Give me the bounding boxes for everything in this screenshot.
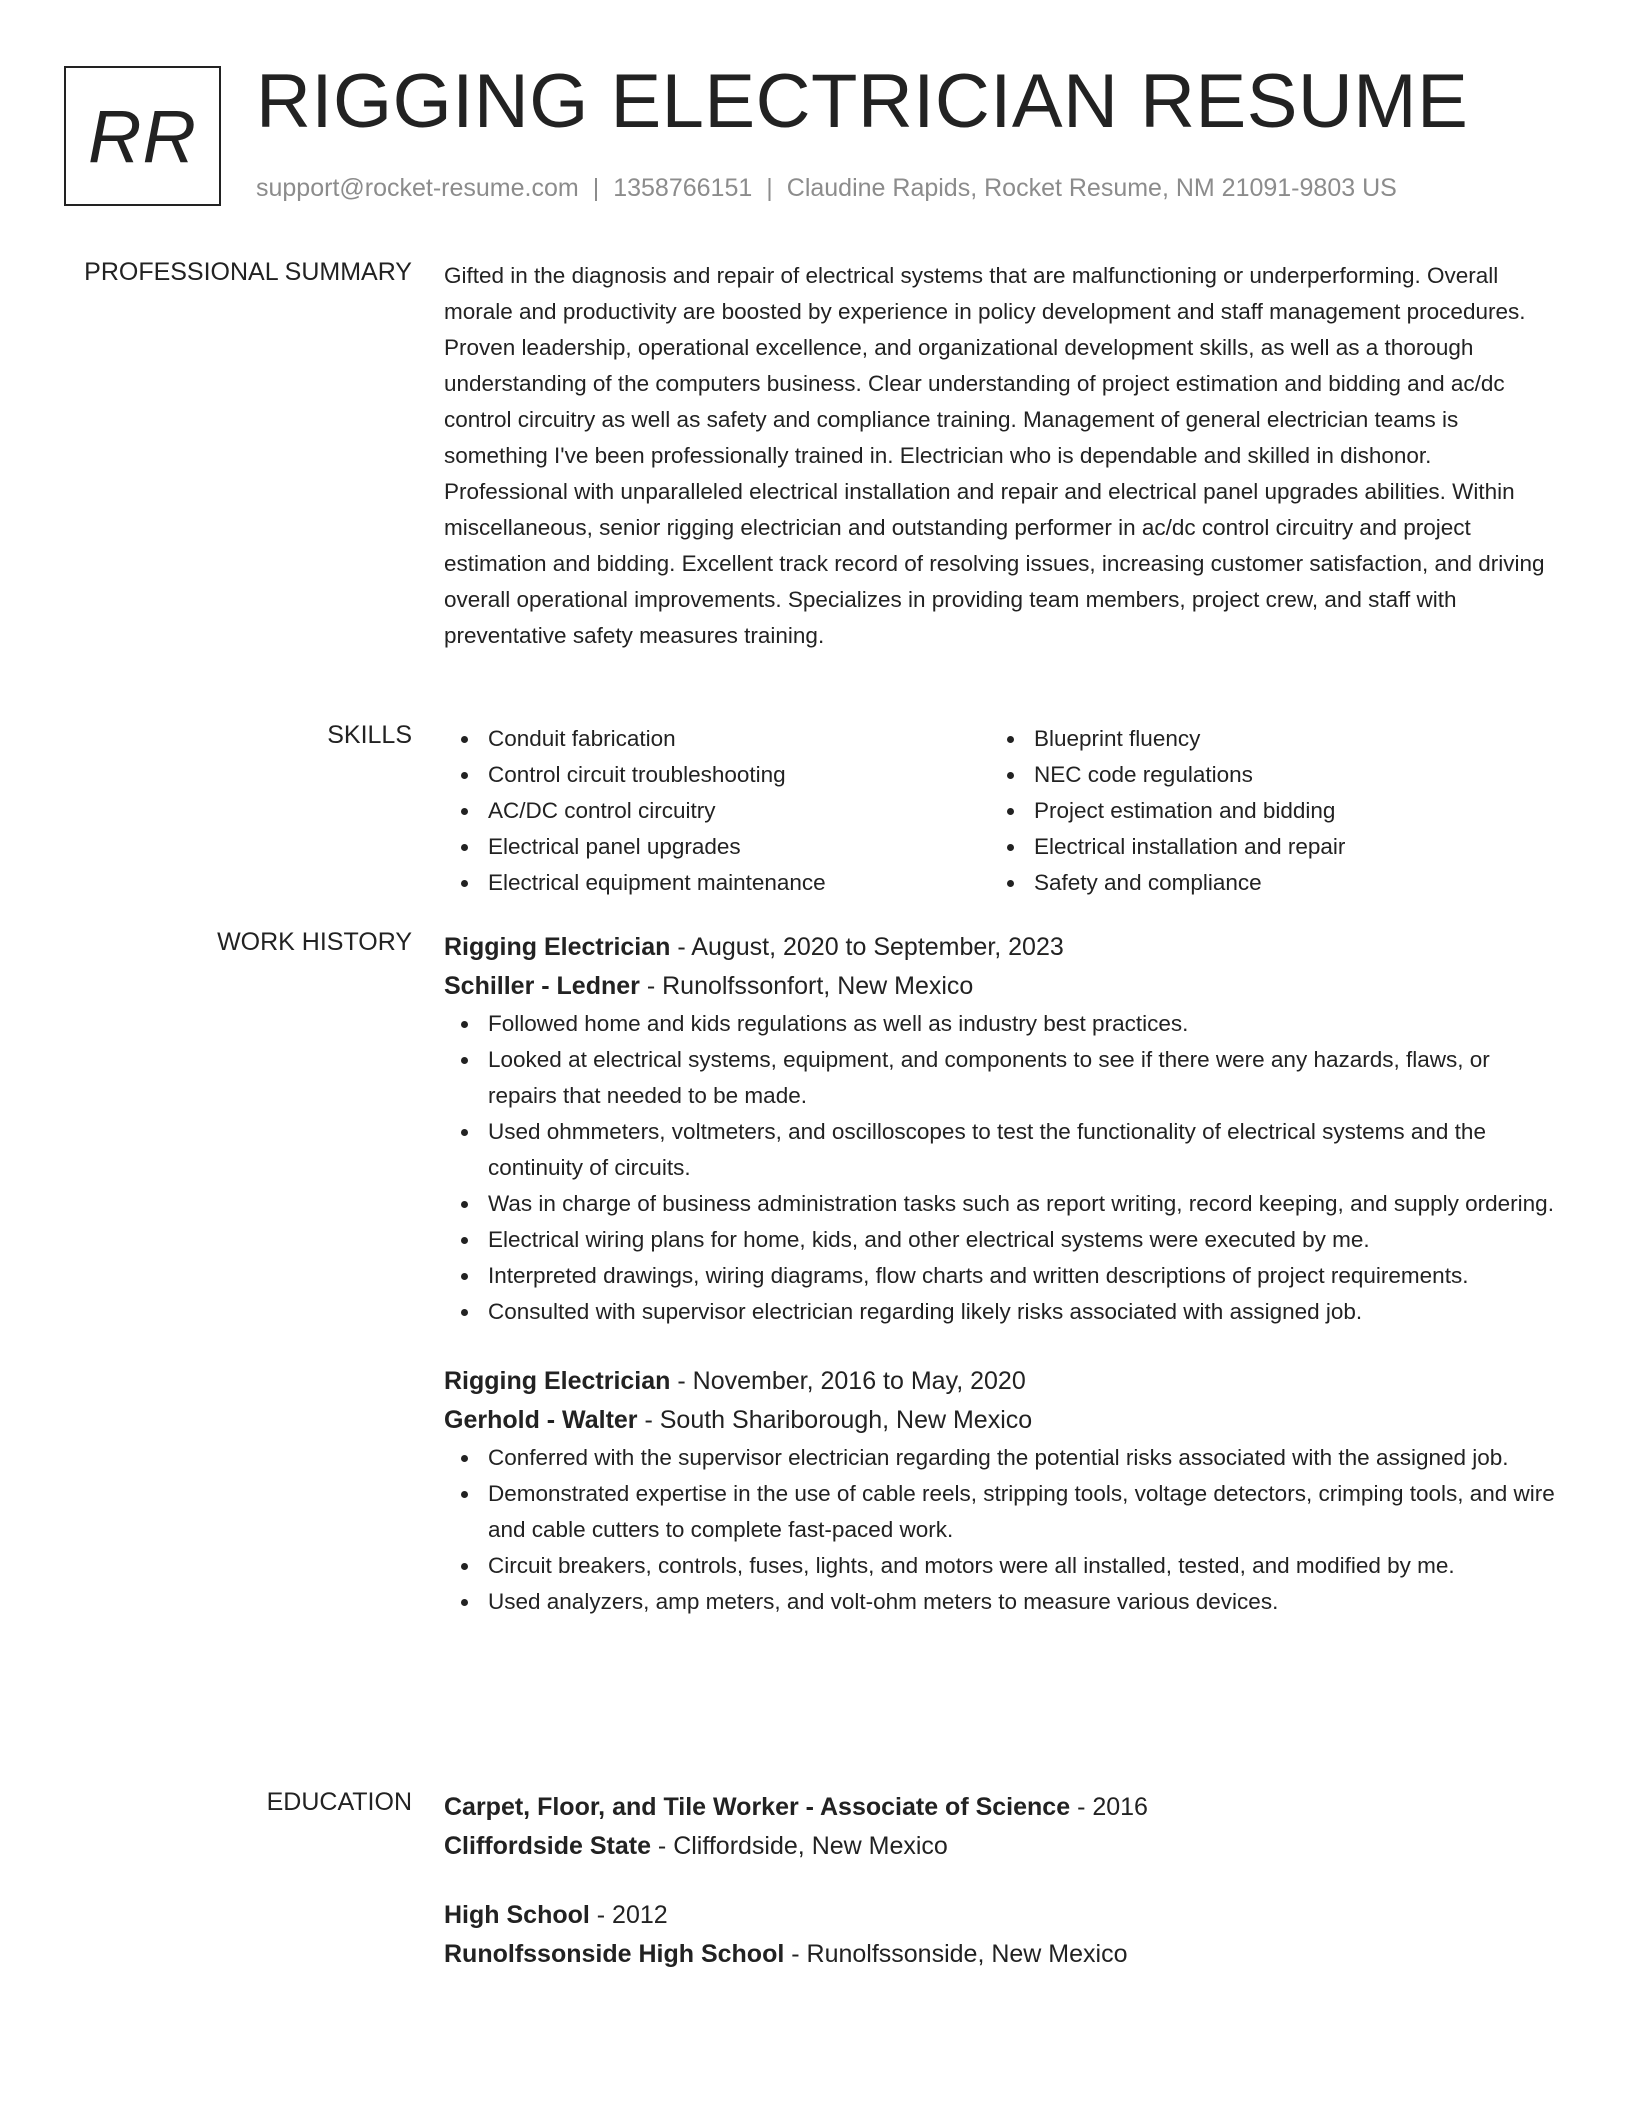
work-heading: WORK HISTORY: [217, 928, 412, 956]
skills-list-right: [990, 721, 1536, 901]
contact-email: support@rocket-resume.com: [256, 174, 579, 202]
summary-text: Gifted in the diagnosis and repair of electrical systems that are malfunctioning or underperforming. Overall morale and productivity are boosted by experience in policy development and staff management procedures. Proven leadership, operational excellence, and organizational development skills, as well as a thorough understanding of the computers business. Clear understanding of project estimation and bidding and ac/dc control circuitry as well as safety and compliance training. Management of general electrician teams is something I've been professionally trained in. Electrician who is dependable and skilled in dishonor. Professional with unparalleled electrical installation and repair and electrical panel upgrades abilities. Within miscellaneous, senior rigging electrician and outstanding performer in ac/dc control circuitry and project estimation and bidding. Excellent track record of resolving issues, increasing customer satisfaction, and driving overall operational improvements. Specializes in providing team members, project crew, and staff with preventative safety measures training.: [444, 263, 1545, 648]
duty-item: Consulted with supervisor electrician regarding likely risks associated with assigned job.: [444, 1294, 1556, 1330]
job-company: Gerhold - Walter: [444, 1406, 638, 1434]
education-body: [444, 1788, 1556, 2004]
summary-heading: PROFESSIONAL SUMMARY: [84, 258, 412, 286]
duty-item: Followed home and kids regulations as well as industry best practices.: [444, 1006, 1556, 1042]
contact-phone: 1358766151: [613, 174, 753, 202]
duty-item: Circuit breakers, controls, fuses, lights, and motors were all installed, tested, and modified by me.: [444, 1548, 1556, 1584]
skill-item: Project estimation and bidding: [990, 793, 1536, 829]
job-title-line: [444, 1362, 1556, 1401]
skills-list-left: [444, 721, 990, 901]
job-location: - South Shariborough, New Mexico: [637, 1406, 1033, 1434]
education-year: - 2016: [1070, 1793, 1148, 1821]
skill-item: Safety and compliance: [990, 865, 1536, 901]
education-degree: High School: [444, 1901, 590, 1929]
duty-item: Conferred with the supervisor electrician regarding the potential risks associated with the assigned job.: [444, 1440, 1556, 1476]
education-degree-line: [444, 1788, 1556, 1827]
education-location: - Runolfssonside, New Mexico: [784, 1940, 1128, 1968]
skill-item: Conduit fabrication: [444, 721, 990, 757]
job-dates: - November, 2016 to May, 2020: [670, 1367, 1026, 1395]
education-year: - 2012: [589, 1901, 668, 1929]
job-duties: [444, 1006, 1556, 1330]
duty-item: Looked at electrical systems, equipment, and components to see if there were any hazards, flaws, or repairs that needed to be made.: [444, 1042, 1556, 1114]
education-degree-line: [444, 1896, 1556, 1935]
skills-heading: SKILLS: [327, 721, 412, 749]
education-school: Cliffordside State: [444, 1832, 651, 1860]
duty-item: Interpreted drawings, wiring diagrams, flow charts and written descriptions of project requirements.: [444, 1258, 1556, 1294]
contact-line: [256, 174, 1397, 203]
job-location: - Runolfssonfort, New Mexico: [639, 972, 974, 1000]
duty-item: Was in charge of business administration tasks such as report writing, record keeping, and supply ordering.: [444, 1186, 1556, 1222]
job-entry: [444, 928, 1556, 1330]
education-school-line: [444, 1827, 1556, 1866]
job-title: Rigging Electrician: [444, 1367, 671, 1395]
job-title-line: [444, 928, 1556, 967]
education-entry: [444, 1788, 1556, 1866]
education-degree: Carpet, Floor, and Tile Worker - Associate of Science: [444, 1793, 1071, 1821]
education-heading: EDUCATION: [266, 1788, 412, 1816]
skill-item: NEC code regulations: [990, 757, 1536, 793]
skill-item: AC/DC control circuitry: [444, 793, 990, 829]
job-company-line: [444, 967, 1556, 1006]
duty-item: Used analyzers, amp meters, and volt-ohm meters to measure various devices.: [444, 1584, 1556, 1620]
education-entry: [444, 1896, 1556, 1974]
job-entry: [444, 1362, 1556, 1620]
job-duties: [444, 1440, 1556, 1620]
contact-separator: |: [766, 174, 773, 202]
duty-item: Demonstrated expertise in the use of cable reels, stripping tools, voltage detectors, crimping tools, and wire and cable cutters to complete fast-paced work.: [444, 1476, 1556, 1548]
summary-body: [444, 258, 1556, 654]
skills-grid: [444, 721, 1556, 901]
contact-address: Claudine Rapids, Rocket Resume, NM 21091-9803 US: [786, 174, 1397, 202]
skill-item: Control circuit troubleshooting: [444, 757, 990, 793]
work-body: [444, 928, 1556, 1652]
education-location: - Cliffordside, New Mexico: [650, 1832, 948, 1860]
skill-item: Electrical panel upgrades: [444, 829, 990, 865]
job-company: Schiller - Ledner: [444, 972, 640, 1000]
job-company-line: [444, 1401, 1556, 1440]
job-dates: - August, 2020 to September, 2023: [670, 933, 1064, 961]
skill-item: Electrical installation and repair: [990, 829, 1536, 865]
resume-title: RIGGING ELECTRICIAN RESUME: [256, 59, 1469, 144]
education-school: Runolfssonside High School: [444, 1940, 785, 1968]
skill-item: Electrical equipment maintenance: [444, 865, 990, 901]
skill-item: Blueprint fluency: [990, 721, 1536, 757]
education-school-line: [444, 1935, 1556, 1974]
duty-item: Electrical wiring plans for home, kids, and other electrical systems were executed by me.: [444, 1222, 1556, 1258]
contact-separator: |: [592, 174, 600, 202]
job-title: Rigging Electrician: [444, 933, 671, 961]
duty-item: Used ohmmeters, voltmeters, and oscilloscopes to test the functionality of electrical systems and the continuity of circuits.: [444, 1114, 1556, 1186]
skills-body: [444, 721, 1556, 901]
monogram-logo: RR: [64, 66, 221, 206]
